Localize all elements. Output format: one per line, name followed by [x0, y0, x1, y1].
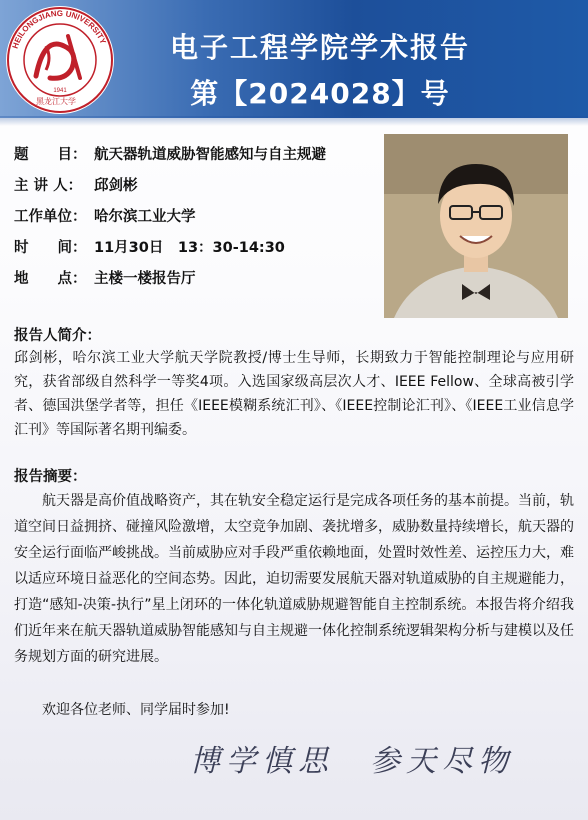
bio-heading: 报告人简介： [14, 328, 101, 344]
abstract-text: 航天器是高价值战略资产，其在轨安全稳定运行是完成各项任务的基本前提。当前，轨道空间日益拥挤、碰撞风险激增，太空竞争加剧、袭扰增多，威胁数量持续增长，航天器的安全运行面临严峻挑战。当前威胁应对手段严重依赖地面，处置时效性差、运控压力大，难以适应环境日益恶化的空间态势。因此，迫切需要发展航天器对轨道威胁的自主规避能力，打造“感知-决策-执行”星上闭环的一体化轨道威胁规避智能自主控制系统。本报告将介绍我们近年来在航天器轨道威胁智能感知与自主规避一体化控制系统逻辑架构分析与建模以及任务规划方面的研究进展。 [14, 493, 574, 665]
logo-name-cn: 黑龙江大学 [36, 97, 76, 106]
report-number: 第【2024028】号 [190, 77, 450, 110]
place-row [14, 266, 326, 297]
place-value: 主楼一楼报告厅 [94, 271, 196, 287]
speaker-photo [384, 134, 568, 318]
topic-label: 题 目： [14, 147, 87, 163]
org-label: 工作单位： [14, 209, 87, 225]
university-logo [6, 6, 114, 114]
org-value: 哈尔滨工业大学 [94, 209, 196, 225]
topic-value: 航天器轨道威胁智能感知与自主规避 [94, 147, 326, 163]
org-row [14, 204, 326, 235]
topic-row [14, 142, 326, 173]
page-title: 电子工程学院学术报告 [169, 31, 470, 64]
place-label: 地 点： [14, 271, 87, 287]
speaker-label: 主 讲 人： [14, 178, 83, 194]
abstract-heading: 报告摘要： [14, 469, 87, 485]
bio-text: 邱剑彬，哈尔滨工业大学航天学院教授/博士生导师，长期致力于智能控制理论与应用研究，获省部级自然科学一等奖4项。入选国家级高层次人才、IEEE Fellow、全球高被引学者、德国洪堡学者等，担任《IEEE模糊系统汇刊》、《IEEE控制论汇刊》、《IEEE工业信息学汇刊》等国际著名期刊编委。 [14, 350, 574, 438]
speaker-value: 邱剑彬 [94, 178, 138, 194]
time-label: 时 间： [14, 240, 87, 256]
closing-text: 欢迎各位老师、同学届时参加! [42, 702, 230, 718]
logo-ring-text: HEILONGJIANG UNIVERSITY [10, 8, 108, 50]
time-row [14, 235, 326, 266]
speaker-row [14, 173, 326, 204]
info-block [14, 142, 326, 297]
time-value: 11月30日 13：30-14:30 [94, 240, 285, 256]
logo-year: 1941 [53, 88, 67, 94]
motto-calligraphy: 博学慎思 参天尽物 [190, 744, 514, 779]
